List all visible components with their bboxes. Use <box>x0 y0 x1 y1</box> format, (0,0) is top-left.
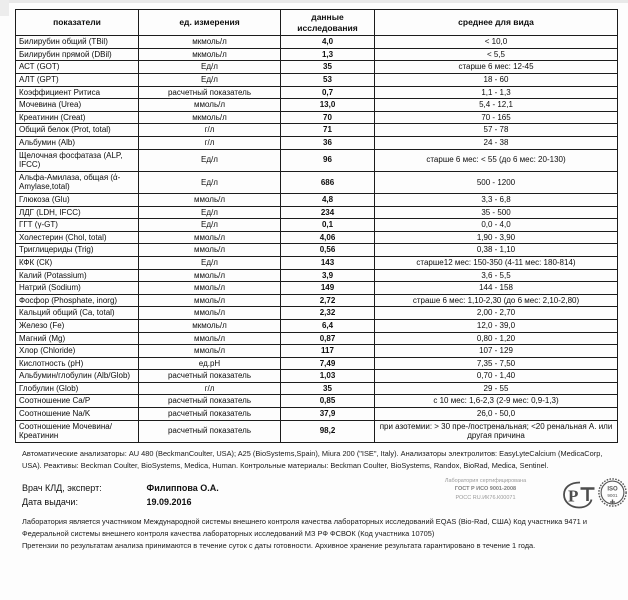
cell-reference: 1,1 - 1,3 <box>375 86 618 99</box>
cell-unit: ммоль/л <box>139 282 281 295</box>
cell-reference: старше 6 мес: 12-45 <box>375 61 618 74</box>
cell-unit: ммоль/л <box>139 244 281 257</box>
cell-indicator: Кислотность (pH) <box>16 357 139 370</box>
cell-indicator: Триглицериды (Trig) <box>16 244 139 257</box>
cell-indicator: Щелочная фосфатаза (ALP, IFCC) <box>16 149 139 171</box>
cell-value: 2,72 <box>281 294 375 307</box>
cell-unit: Ед/л <box>139 171 281 193</box>
cell-indicator: Фосфор (Phosphate, inorg) <box>16 294 139 307</box>
cell-unit: расчетный показатель <box>139 370 281 383</box>
certification-line1: Лаборатория сертифицирована <box>444 478 527 484</box>
table-row <box>16 171 618 193</box>
cell-reference: 3,6 - 5,5 <box>375 269 618 282</box>
cell-unit: ммоль/л <box>139 345 281 358</box>
cell-reference: старше 6 мес: < 55 (до 6 мес: 20-130) <box>375 149 618 171</box>
col-header-indicators: показатели <box>16 10 139 36</box>
table-row <box>16 256 618 269</box>
cell-value: 4,0 <box>281 36 375 49</box>
table-row <box>16 307 618 320</box>
cell-indicator: КФК (СК) <box>16 256 139 269</box>
cell-value: 7,49 <box>281 357 375 370</box>
cell-reference: 57 - 78 <box>375 124 618 137</box>
cell-unit: ммоль/л <box>139 193 281 206</box>
cell-indicator: Соотношение Na/K <box>16 408 139 421</box>
cell-value: 70 <box>281 111 375 124</box>
table-row <box>16 332 618 345</box>
certification-line2: ГОСТ Р ИСО 9001-2008 <box>454 486 517 493</box>
cell-unit: ммоль/л <box>139 294 281 307</box>
legal-notes <box>22 516 618 551</box>
cell-reference: < 5,5 <box>375 48 618 61</box>
cell-value: 686 <box>281 171 375 193</box>
iso-9001-stamp-icon <box>597 476 628 511</box>
svg-text:Р: Р <box>568 486 579 506</box>
cell-unit: расчетный показатель <box>139 86 281 99</box>
cell-reference: 1,90 - 3,90 <box>375 231 618 244</box>
issue-date-value: 19.09.2016 <box>146 497 192 507</box>
col-header-units: ед. измерения <box>139 10 281 36</box>
cell-indicator: Альбумин (Alb) <box>16 137 139 150</box>
cell-unit: мкмоль/л <box>139 111 281 124</box>
cell-value: 1,03 <box>281 370 375 383</box>
table-row <box>16 61 618 74</box>
cell-indicator: Креатинин (Creat) <box>16 111 139 124</box>
cell-unit: Ед/л <box>139 206 281 219</box>
table-row <box>16 48 618 61</box>
cell-unit: мкмоль/л <box>139 319 281 332</box>
svg-text:9001: 9001 <box>607 493 618 498</box>
cell-reference: старше12 мес: 150-350 (4-11 мес: 180-814) <box>375 256 618 269</box>
cell-reference: 26,0 - 50,0 <box>375 408 618 421</box>
cell-reference: 70 - 165 <box>375 111 618 124</box>
cell-value: 71 <box>281 124 375 137</box>
cell-reference: 29 - 55 <box>375 382 618 395</box>
table-row <box>16 395 618 408</box>
cell-indicator: Альбумин/глобулин (Alb/Glob) <box>16 370 139 383</box>
cell-value: 4,06 <box>281 231 375 244</box>
cell-value: 37,9 <box>281 408 375 421</box>
cell-indicator: Кальций общий (Ca, total) <box>16 307 139 320</box>
cell-unit: ммоль/л <box>139 307 281 320</box>
cell-value: 117 <box>281 345 375 358</box>
table-row <box>16 345 618 358</box>
cell-unit: ммоль/л <box>139 269 281 282</box>
cell-value: 3,9 <box>281 269 375 282</box>
cell-indicator: Натрий (Sodium) <box>16 282 139 295</box>
cell-value: 1,3 <box>281 48 375 61</box>
cell-indicator: Холестерин (Chol, total) <box>16 231 139 244</box>
cell-indicator: Глобулин (Glob) <box>16 382 139 395</box>
issue-date-line <box>22 495 322 509</box>
cell-reference: страше 6 мес: 1,10-2,30 (до 6 мес: 2,10-2,80) <box>375 294 618 307</box>
cell-unit: Ед/л <box>139 219 281 232</box>
table-row <box>16 357 618 370</box>
cell-indicator: Коэффициент Ритиса <box>16 86 139 99</box>
table-row <box>16 36 618 49</box>
cell-indicator: Калий (Potassium) <box>16 269 139 282</box>
cell-value: 96 <box>281 149 375 171</box>
doctor-name: Филиппова О.А. <box>146 483 219 493</box>
cell-reference: 144 - 158 <box>375 282 618 295</box>
cell-indicator: Соотношение Ca/P <box>16 395 139 408</box>
cell-value: 13,0 <box>281 99 375 112</box>
cell-value: 4,8 <box>281 193 375 206</box>
certification-line3: РОСС RU.ИК76.К00071 <box>455 494 516 501</box>
cell-indicator: Глюкоза (Glu) <box>16 193 139 206</box>
cell-reference: с 10 мес: 1,6-2,3 (2-9 мес: 0,9-1,3) <box>375 395 618 408</box>
cell-unit: мкмоль/л <box>139 48 281 61</box>
signature-block <box>22 481 322 509</box>
certification-note <box>428 477 543 502</box>
cell-indicator: Альфа-Амилаза, общая (ά-Amylase,total) <box>16 171 139 193</box>
header-row <box>16 10 618 36</box>
scan-edge-top <box>0 0 628 3</box>
issue-date-label: Дата выдачи: <box>22 497 78 507</box>
table-row <box>16 294 618 307</box>
cell-value: 36 <box>281 137 375 150</box>
table-row <box>16 319 618 332</box>
cell-value: 0,56 <box>281 244 375 257</box>
cell-value: 0,1 <box>281 219 375 232</box>
lab-table-header <box>16 10 618 36</box>
cell-reference: при азотемии: > 30 пре-/постренальная; <20 ренальная А. или другая причина <box>375 420 618 442</box>
cell-unit: г/л <box>139 137 281 150</box>
claims-note: Претензии по результатам анализа принимаются в течение суток с даты готовности. Архивное хранение результата гарантировано в течение 1 года. <box>22 540 536 550</box>
cell-unit: Ед/л <box>139 61 281 74</box>
cell-unit: ед.pH <box>139 357 281 370</box>
lab-results-table <box>15 9 618 443</box>
cell-reference: 5,4 - 12,1 <box>375 99 618 112</box>
cell-value: 35 <box>281 61 375 74</box>
cell-value: 149 <box>281 282 375 295</box>
table-row <box>16 111 618 124</box>
cell-value: 2,32 <box>281 307 375 320</box>
table-row <box>16 282 618 295</box>
participation-note: Лаборатория является участником Международной системы внешнего контроля качества лабораторных исследований EQAS (Bio-Rad, США) Код участника 9471 и Федеральной системы внешнего контроля качества лабораторных исследований МЗ РФ ФСВОК (Код участника 10705) <box>22 517 587 538</box>
cell-value: 35 <box>281 382 375 395</box>
col-header-species-average: среднее для вида <box>375 10 618 36</box>
cell-value: 53 <box>281 74 375 87</box>
cell-unit: Ед/л <box>139 256 281 269</box>
table-row <box>16 382 618 395</box>
cell-reference: 0,0 - 4,0 <box>375 219 618 232</box>
cell-unit: ммоль/л <box>139 99 281 112</box>
cell-reference: 35 - 500 <box>375 206 618 219</box>
cell-reference: 0,38 - 1,10 <box>375 244 618 257</box>
table-row <box>16 420 618 442</box>
cell-reference: 0,70 - 1,40 <box>375 370 618 383</box>
cell-reference: 18 - 60 <box>375 74 618 87</box>
col-header-study-data: данные исследования <box>281 10 375 36</box>
cell-indicator: ЛДГ (LDH, IFCC) <box>16 206 139 219</box>
table-row <box>16 74 618 87</box>
cell-indicator: Железо (Fe) <box>16 319 139 332</box>
scan-edge-corner <box>0 0 9 16</box>
table-row <box>16 269 618 282</box>
cell-indicator: Билирубин прямой (DBil) <box>16 48 139 61</box>
svg-text:ISO: ISO <box>607 486 618 493</box>
cell-unit: расчетный показатель <box>139 420 281 442</box>
table-row <box>16 149 618 171</box>
cell-unit: расчетный показатель <box>139 408 281 421</box>
doctor-label: Врач КЛД, эксперт: <box>22 483 102 493</box>
cell-indicator: Мочевина (Urea) <box>16 99 139 112</box>
cell-unit: г/л <box>139 382 281 395</box>
cell-value: 143 <box>281 256 375 269</box>
cell-reference: 12,0 - 39,0 <box>375 319 618 332</box>
analyzers-note: Автоматические анализаторы: AU 480 (BeckmanCoulter, USA); A25 (BioSystems,Spain), Miura 200 ("ISE", Italy). Анализаторы электролитов: EasyLyteCalcium (MedicaCorp, USA). Реактивы: Beckman Coulter, BioSystems, Medica, Human. Контрольные материалы: Beckman Coulter, BioSystems, Randox, BioRad, Medica, Sentinel. <box>22 449 603 470</box>
lab-table-body <box>16 36 618 443</box>
table-row <box>16 231 618 244</box>
cell-indicator: АСТ (GOT) <box>16 61 139 74</box>
cell-unit: Ед/л <box>139 149 281 171</box>
table-row <box>16 124 618 137</box>
cell-value: 0,87 <box>281 332 375 345</box>
cell-reference: 0,80 - 1,20 <box>375 332 618 345</box>
cell-unit: Ед/л <box>139 74 281 87</box>
cell-unit: расчетный показатель <box>139 395 281 408</box>
cell-reference: 2,00 - 2,70 <box>375 307 618 320</box>
cell-unit: мкмоль/л <box>139 36 281 49</box>
cell-reference: 24 - 38 <box>375 137 618 150</box>
table-row <box>16 193 618 206</box>
table-row <box>16 137 618 150</box>
cell-value: 234 <box>281 206 375 219</box>
doctor-line <box>22 481 322 495</box>
table-row <box>16 219 618 232</box>
cell-indicator: АЛТ (GPT) <box>16 74 139 87</box>
table-row <box>16 206 618 219</box>
rst-certification-stamp-icon <box>561 480 597 510</box>
cell-value: 0,85 <box>281 395 375 408</box>
table-row <box>16 370 618 383</box>
table-row <box>16 244 618 257</box>
cell-value: 0,7 <box>281 86 375 99</box>
cell-indicator: Билирубин общий (TBil) <box>16 36 139 49</box>
cell-unit: ммоль/л <box>139 231 281 244</box>
cell-indicator: Магний (Mg) <box>16 332 139 345</box>
cell-reference: 7,35 - 7,50 <box>375 357 618 370</box>
cell-indicator: Общий белок (Prot, total) <box>16 124 139 137</box>
cell-indicator: Соотношение Мочевина/Креатинин <box>16 420 139 442</box>
cell-indicator: Хлор (Chloride) <box>16 345 139 358</box>
table-row <box>16 86 618 99</box>
cell-indicator: ГГТ (γ-GT) <box>16 219 139 232</box>
cell-value: 98,2 <box>281 420 375 442</box>
cell-reference: 500 - 1200 <box>375 171 618 193</box>
cell-reference: 3,3 - 6,8 <box>375 193 618 206</box>
cell-unit: ммоль/л <box>139 332 281 345</box>
table-row <box>16 99 618 112</box>
cell-value: 6,4 <box>281 319 375 332</box>
table-row <box>16 408 618 421</box>
cell-unit: г/л <box>139 124 281 137</box>
cell-reference: < 10,0 <box>375 36 618 49</box>
cell-reference: 107 - 129 <box>375 345 618 358</box>
